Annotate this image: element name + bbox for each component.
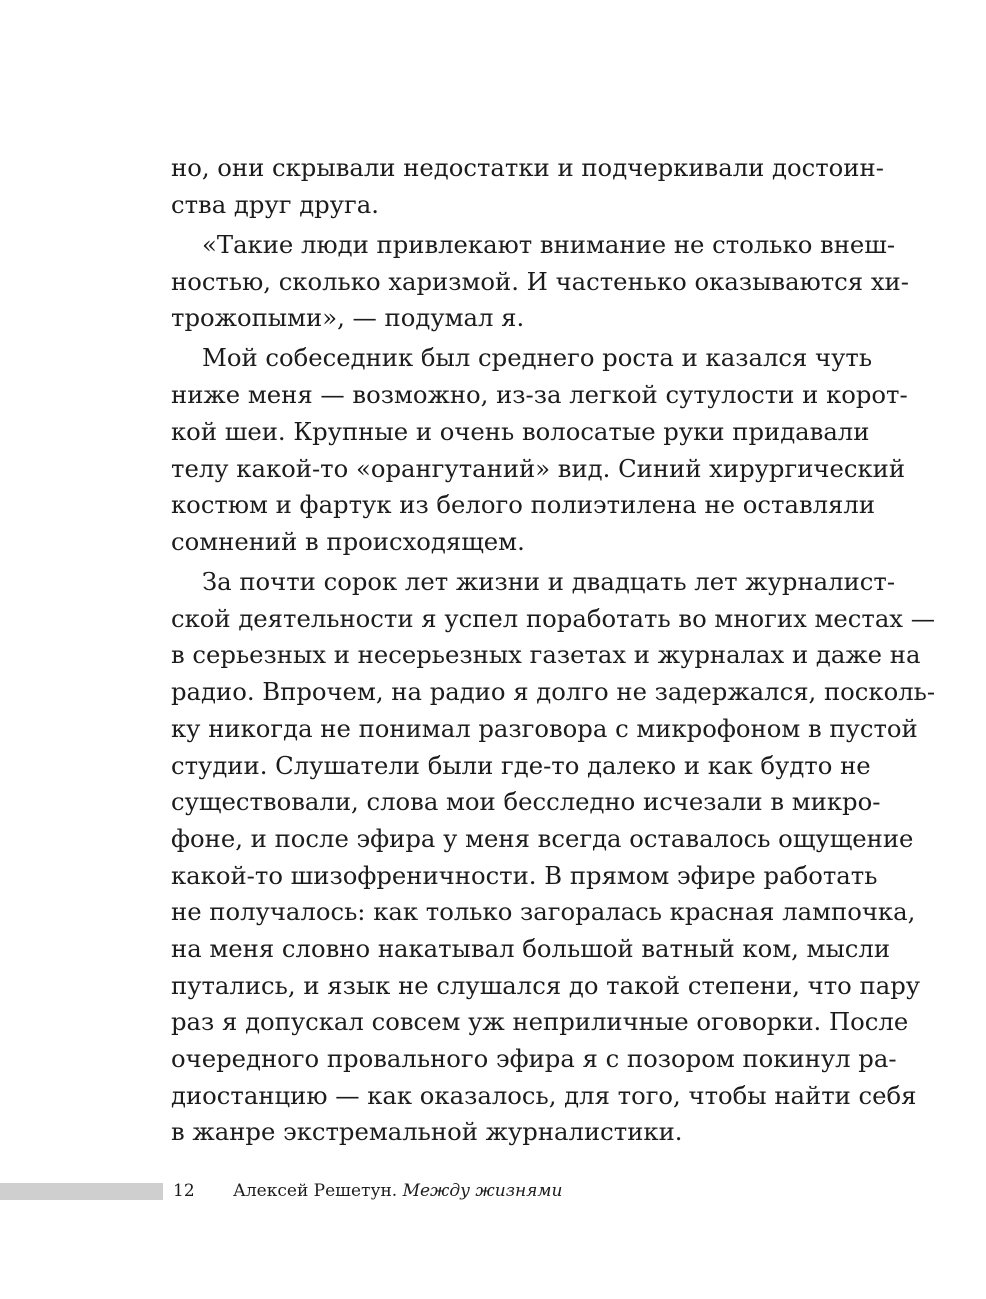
paragraph: [171, 564, 936, 1151]
text-line: «Такие люди привлекают внимание не столько внеш-: [202, 229, 896, 259]
text-line: очередного провального эфира я с позором покинул ра-: [171, 1044, 897, 1073]
footer-bar: [0, 1183, 163, 1200]
text-line: телу какой-то «орангутаний» вид. Синий хирургический: [171, 453, 906, 483]
text-line: раз я допускал совсем уж неприличные оговорки. После: [171, 1007, 909, 1037]
text-line: костюм и фартук из белого полиэтилена не оставляли: [171, 490, 876, 520]
text-line: трожопыми», — подумал я.: [171, 303, 525, 333]
footer-author: Алексей Решетун.: [233, 1181, 398, 1201]
text-line: студии. Слушатели были где-то далеко и как будто не: [171, 750, 871, 780]
page-number: 12: [173, 1181, 195, 1201]
text-line: кой шеи. Крупные и очень волосатые руки придавали: [171, 416, 870, 446]
text-line: ской деятельности я успел поработать во многих местах —: [171, 603, 936, 633]
running-footer: [233, 1179, 562, 1203]
text-line: путались, и язык не слушался до такой степени, что пару: [171, 970, 921, 1000]
text-line: сомнений в происходящем.: [171, 526, 525, 556]
text-line: ниже меня — возможно, из-за легкой сутулости и корот-: [171, 380, 908, 410]
text-line: ку никогда не понимал разговора с микрофоном в пустой: [171, 713, 918, 743]
text-line: радио. Впрочем, на радио я долго не задержался, посколь-: [171, 677, 936, 707]
text-line: Мой собеседник был среднего роста и казался чуть: [202, 343, 873, 373]
text-line: не получалось: как только загоралась красная лампочка,: [171, 897, 916, 927]
text-line: на меня словно накатывал большой ватный ком, мысли: [171, 933, 891, 963]
paragraph: [171, 227, 909, 337]
body-text: [171, 150, 936, 1155]
text-line: За почти сорок лет жизни и двадцать лет журналист-: [202, 567, 896, 597]
paragraph: [171, 150, 884, 223]
text-line: в серьезных и несерьезных газетах и журналах и даже на: [171, 640, 921, 670]
text-line: но, они скрывали недостатки и подчеркивали достоин-: [171, 153, 884, 182]
text-line: в жанре экстремальной журналистики.: [171, 1117, 683, 1147]
text-line: фоне, и после эфира у меня всегда оставалось ощущение: [171, 823, 914, 853]
paragraph: [171, 340, 908, 560]
text-line: какой-то шизофреничности. В прямом эфире работать: [171, 860, 878, 890]
text-line: диостанцию — как оказалось, для того, чтобы найти себя: [171, 1080, 917, 1110]
footer-book-title: Между жизнями: [402, 1181, 563, 1201]
text-line: ства друг друга.: [171, 189, 379, 219]
text-line: ностью, сколько харизмой. И частенько оказываются хи-: [171, 266, 909, 296]
text-line: существовали, слова мои бесследно исчезали в микро-: [171, 787, 881, 817]
